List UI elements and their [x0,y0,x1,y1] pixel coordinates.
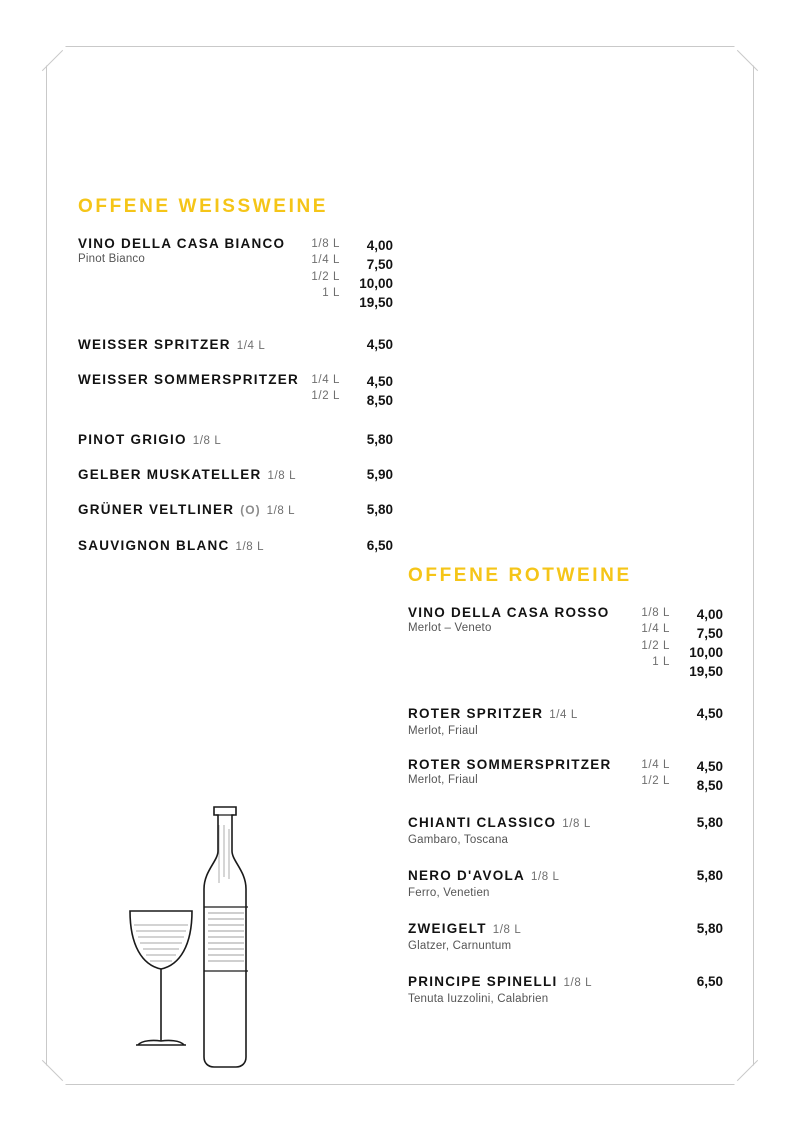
item-description: Gambaro, Toscana [408,834,509,847]
item-name: GELBER MUSKATELLER [78,467,262,483]
item-name: SAUVIGNON BLANC [78,537,230,553]
item-measures [311,372,340,405]
price: 6,50 [366,537,393,553]
section-offene-rotweine [408,565,723,1022]
item-measures [311,236,340,301]
item-name: GRÜNER VELTLINER [78,502,235,518]
item-prices [679,972,723,991]
price: 4,00 [696,607,723,622]
price: 4,50 [696,758,723,774]
section-title-red-wines: OFFENE ROTWEINE [408,565,632,586]
item-name: WEISSER SOMMERSPRITZER [78,371,300,387]
section-title-white-wines: OFFENE WEISSWEINE [78,196,329,217]
item-prices [679,866,723,885]
measure: 1 L [652,655,670,668]
border-corner-bottom-left [42,1060,63,1081]
border-corner-top-left [42,50,63,71]
menu-item [78,465,393,484]
item-name: PRINCIPE SPINELLI [408,974,558,990]
menu-item [408,757,723,795]
item-description: Pinot Bianco [78,253,145,265]
item-prices [349,430,393,449]
item-measure-inline: 1/8 L [235,540,265,553]
price: 4,50 [696,705,723,721]
item-measures [641,605,670,670]
price: 7,50 [366,257,393,273]
price: 5,80 [366,502,393,518]
item-name: WEISSER SPRITZER [78,336,231,352]
item-measure-inline: 1/8 L [267,470,297,483]
price: 10,00 [359,276,393,292]
measure: 1/2 L [311,390,340,403]
item-description: Merlot – Veneto [408,622,492,634]
item-measure-inline: 1/4 L [549,708,578,721]
measure: 1/4 L [311,373,340,386]
menu-item [78,536,393,555]
item-description: Ferro, Venetien [408,887,490,900]
border-corner-top-right [737,50,758,71]
item-prices [349,500,393,519]
price: 19,50 [359,295,393,311]
item-measure-inline: 1/8 L [563,977,593,990]
measure: 1/2 L [311,270,340,283]
price: 4,50 [366,373,393,389]
measure: 1/8 L [641,607,670,619]
item-measure-inline: 1/8 L [530,871,560,884]
border-corner-bottom-right [737,1060,758,1081]
menu-item [408,605,723,682]
item-name: PINOT GRIGIO [78,432,187,448]
item-measure-inline: 1/4 L [236,339,266,352]
menu-item [408,704,723,739]
item-name: ROTER SPRITZER [408,705,544,721]
item-prices [679,605,723,682]
item-prices [349,372,393,410]
menu-item [408,813,723,848]
item-option-marker: (O) [240,503,261,518]
menu-item [78,335,393,354]
item-description: Merlot, Friaul [408,724,478,737]
item-description: Merlot, Friaul [408,773,478,786]
measure: 1/2 L [641,639,670,652]
price: 5,80 [696,815,723,831]
item-prices [679,919,723,938]
item-description: Glatzer, Carnuntum [408,940,512,953]
item-prices [349,465,393,484]
menu-item [78,372,393,410]
item-prices [349,335,393,354]
item-prices [679,757,723,795]
item-measure-inline: 1/8 L [492,924,522,937]
item-measures [641,757,670,790]
price: 6,50 [696,974,723,990]
item-name: ROTER SOMMERSPRITZER [408,756,612,772]
price: 8,50 [696,777,723,793]
item-name: CHIANTI CLASSICO [408,815,557,831]
item-measure-inline: 1/8 L [562,818,591,831]
item-prices [679,704,723,723]
price: 7,50 [696,626,723,642]
price: 4,00 [366,238,393,253]
item-measure-inline: 1/8 L [192,435,222,448]
price: 5,90 [366,467,393,483]
item-name: NERO D'AVOLA [408,868,525,884]
item-name: VINO DELLA CASA BIANCO [78,236,286,251]
menu-item [78,236,393,313]
item-description: Tenuta Iuzzolini, Calabrien [408,993,549,1006]
section-offene-weissweine [78,196,393,570]
price: 19,50 [689,664,723,680]
measure: 1 L [322,286,340,299]
item-prices [679,813,723,832]
price: 4,50 [366,336,393,352]
measure: 1/8 L [311,238,340,250]
wine-bottle-and-glass-illustration [112,789,302,1079]
item-name: ZWEIGELT [408,921,487,937]
measure: 1/4 L [311,254,340,267]
menu-item [408,866,723,901]
price: 10,00 [689,645,723,661]
item-prices [349,536,393,555]
measure: 1/4 L [641,758,670,771]
item-name: VINO DELLA CASA ROSSO [408,605,610,620]
menu-item [408,972,723,1007]
price: 5,80 [696,868,723,884]
item-measure-inline: 1/8 L [266,505,296,518]
price: 8,50 [366,392,393,408]
price: 5,80 [696,921,723,937]
price: 5,80 [366,432,393,448]
measure: 1/4 L [641,623,670,636]
item-prices [349,236,393,313]
measure: 1/2 L [641,775,670,788]
menu-item [408,919,723,954]
menu-item [78,500,393,519]
menu-item [78,430,393,449]
